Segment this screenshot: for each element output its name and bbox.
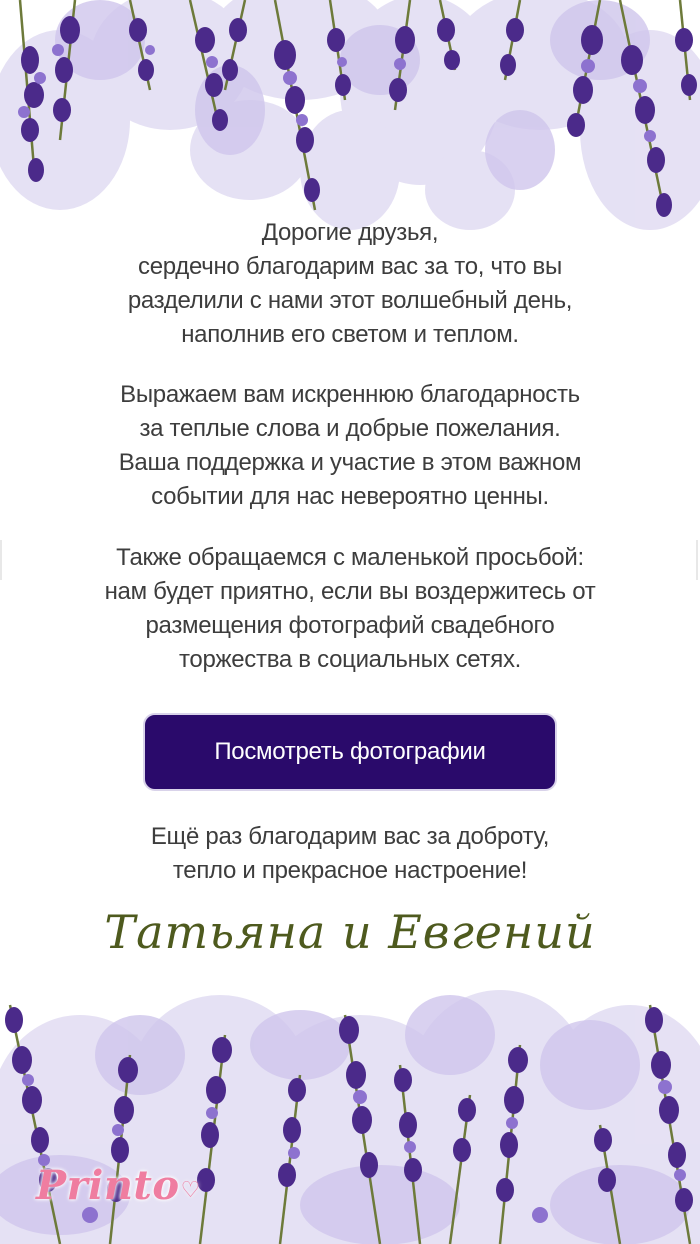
text-line: тепло и прекрасное настроение!: [172, 857, 528, 884]
text-line: разделили с нами этот волшебный день,: [127, 287, 573, 314]
text-line: событии для нас невероятно ценны.: [151, 483, 549, 510]
text-line: торжества в социальных сетях.: [178, 646, 522, 673]
view-photos-button[interactable]: Посмотреть фотографии: [143, 713, 557, 791]
text-line: Дорогие друзья,: [261, 219, 439, 246]
greeting-paragraph: [60, 216, 640, 352]
request-paragraph: [60, 541, 640, 677]
text-line: за теплые слова и добрые пожелания.: [139, 415, 561, 442]
text-line: Выражаем вам искреннюю благодарность: [120, 381, 580, 408]
logo-text: Printo: [36, 1162, 180, 1209]
closing-paragraph: [60, 820, 640, 888]
text-line: наполнив его светом и теплом.: [181, 321, 519, 348]
right-edge-marker: [696, 540, 698, 580]
left-edge-marker: [0, 540, 2, 580]
text-line: нам будет приятно, если вы воздержитесь от: [104, 578, 596, 605]
couple-signature: Татьяна и Евгений: [104, 905, 596, 959]
text-line: сердечно благодарим вас за то, что вы: [138, 253, 562, 280]
heart-icon: ♡: [180, 1177, 201, 1203]
gratitude-paragraph: [60, 378, 640, 514]
text-line: Ваша поддержка и участие в этом важном: [118, 449, 582, 476]
printo-logo: [36, 1162, 201, 1209]
text-line: размещения фотографий свадебного: [145, 612, 555, 639]
text-line: Ещё раз благодарим вас за доброту,: [150, 823, 550, 850]
lavender-top-decoration: [0, 0, 700, 250]
text-line: Также обращаемся с маленькой просьбой:: [116, 544, 584, 571]
